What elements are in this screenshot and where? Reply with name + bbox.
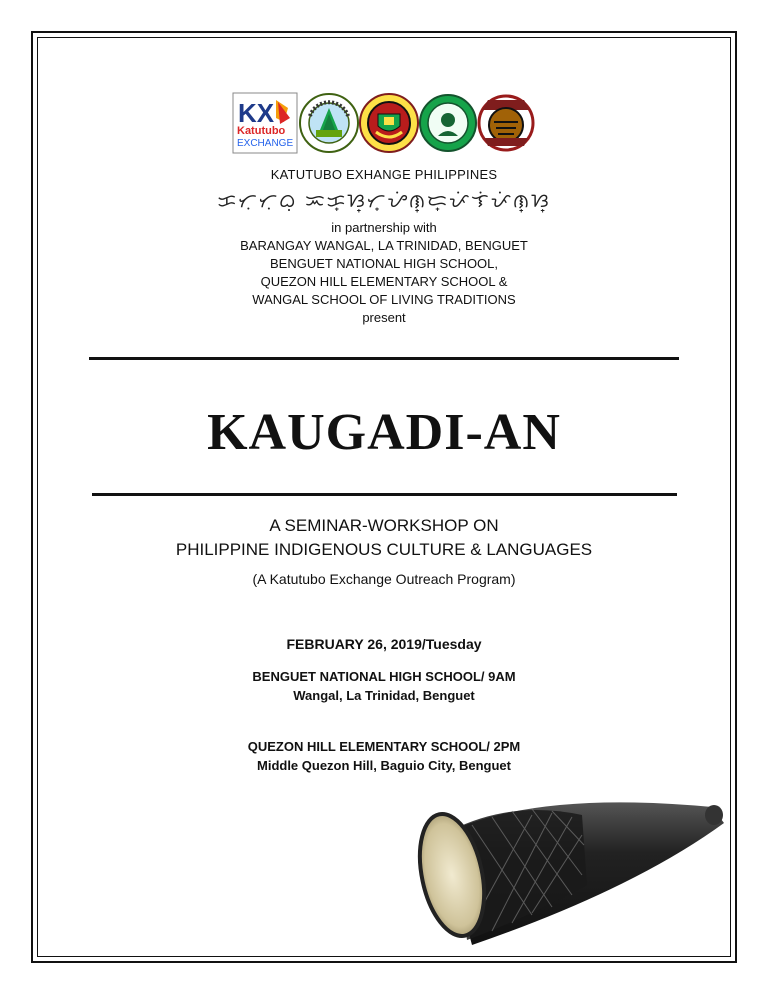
svg-text:Katutubo: Katutubo bbox=[237, 125, 286, 137]
venue-1 bbox=[0, 667, 768, 705]
benguet-national-high-school-seal bbox=[358, 92, 420, 154]
top-divider bbox=[89, 357, 679, 360]
event-date: FEBRUARY 26, 2019/Tuesday bbox=[286, 636, 482, 652]
bottom-divider bbox=[92, 493, 677, 496]
svg-text:KX: KX bbox=[238, 98, 275, 128]
venue-1-name: BENGUET NATIONAL HIGH SCHOOL/ 9AM bbox=[252, 669, 516, 684]
venue-2-name: QUEZON HILL ELEMENTARY SCHOOL/ 2PM bbox=[247, 739, 521, 754]
barangay-wangal-seal bbox=[298, 92, 360, 154]
quezon-hill-elementary-school-seal bbox=[418, 92, 478, 154]
venue-2-place: Middle Quezon Hill, Baguio City, Benguet bbox=[257, 758, 511, 773]
partnership-line: WANGAL SCHOOL OF LIVING TRADITIONS bbox=[252, 292, 516, 307]
venue-2 bbox=[0, 737, 768, 775]
partner-logos bbox=[232, 92, 538, 154]
event-title: KAUGADI-AN bbox=[207, 404, 561, 461]
subtitle-line-1: A SEMINAR-WORKSHOP ON bbox=[269, 516, 499, 535]
katutubo-exchange-logo bbox=[232, 92, 298, 154]
partnership-line: BARANGAY WANGAL, LA TRINIDAD, BENGUET bbox=[240, 238, 528, 253]
program-note: (A Katutubo Exchange Outreach Program) bbox=[252, 571, 516, 587]
drum-photo bbox=[412, 795, 732, 945]
partnership-line: QUEZON HILL ELEMENTARY SCHOOL & bbox=[260, 274, 508, 289]
partnership-line: present bbox=[362, 310, 406, 325]
subtitle-block bbox=[0, 514, 768, 562]
svg-text:EXCHANGE: EXCHANGE bbox=[237, 138, 294, 149]
organization-name: KATUTUBO EXHANGE PHILIPPINES bbox=[270, 167, 498, 182]
partnership-line: in partnership with bbox=[331, 220, 437, 235]
baybayin-script: ᜃᜆᜓᜆᜓᜊᜓ ᜁᜃ᜔ᜐ᜔ᜆ᜔ᜌᜒᜈ᜔ᜇ᜔ᜉᜒᜎᜒᜉᜒᜈ᜔ᜐ᜔ bbox=[217, 190, 551, 212]
subtitle-line-2: PHILIPPINE INDIGENOUS CULTURE & LANGUAGES bbox=[175, 540, 593, 559]
wangal-school-of-living-traditions-seal bbox=[474, 92, 538, 154]
partnership-line: BENGUET NATIONAL HIGH SCHOOL, bbox=[269, 256, 499, 271]
venue-1-place: Wangal, La Trinidad, Benguet bbox=[293, 688, 475, 703]
partnership-block bbox=[0, 219, 768, 327]
